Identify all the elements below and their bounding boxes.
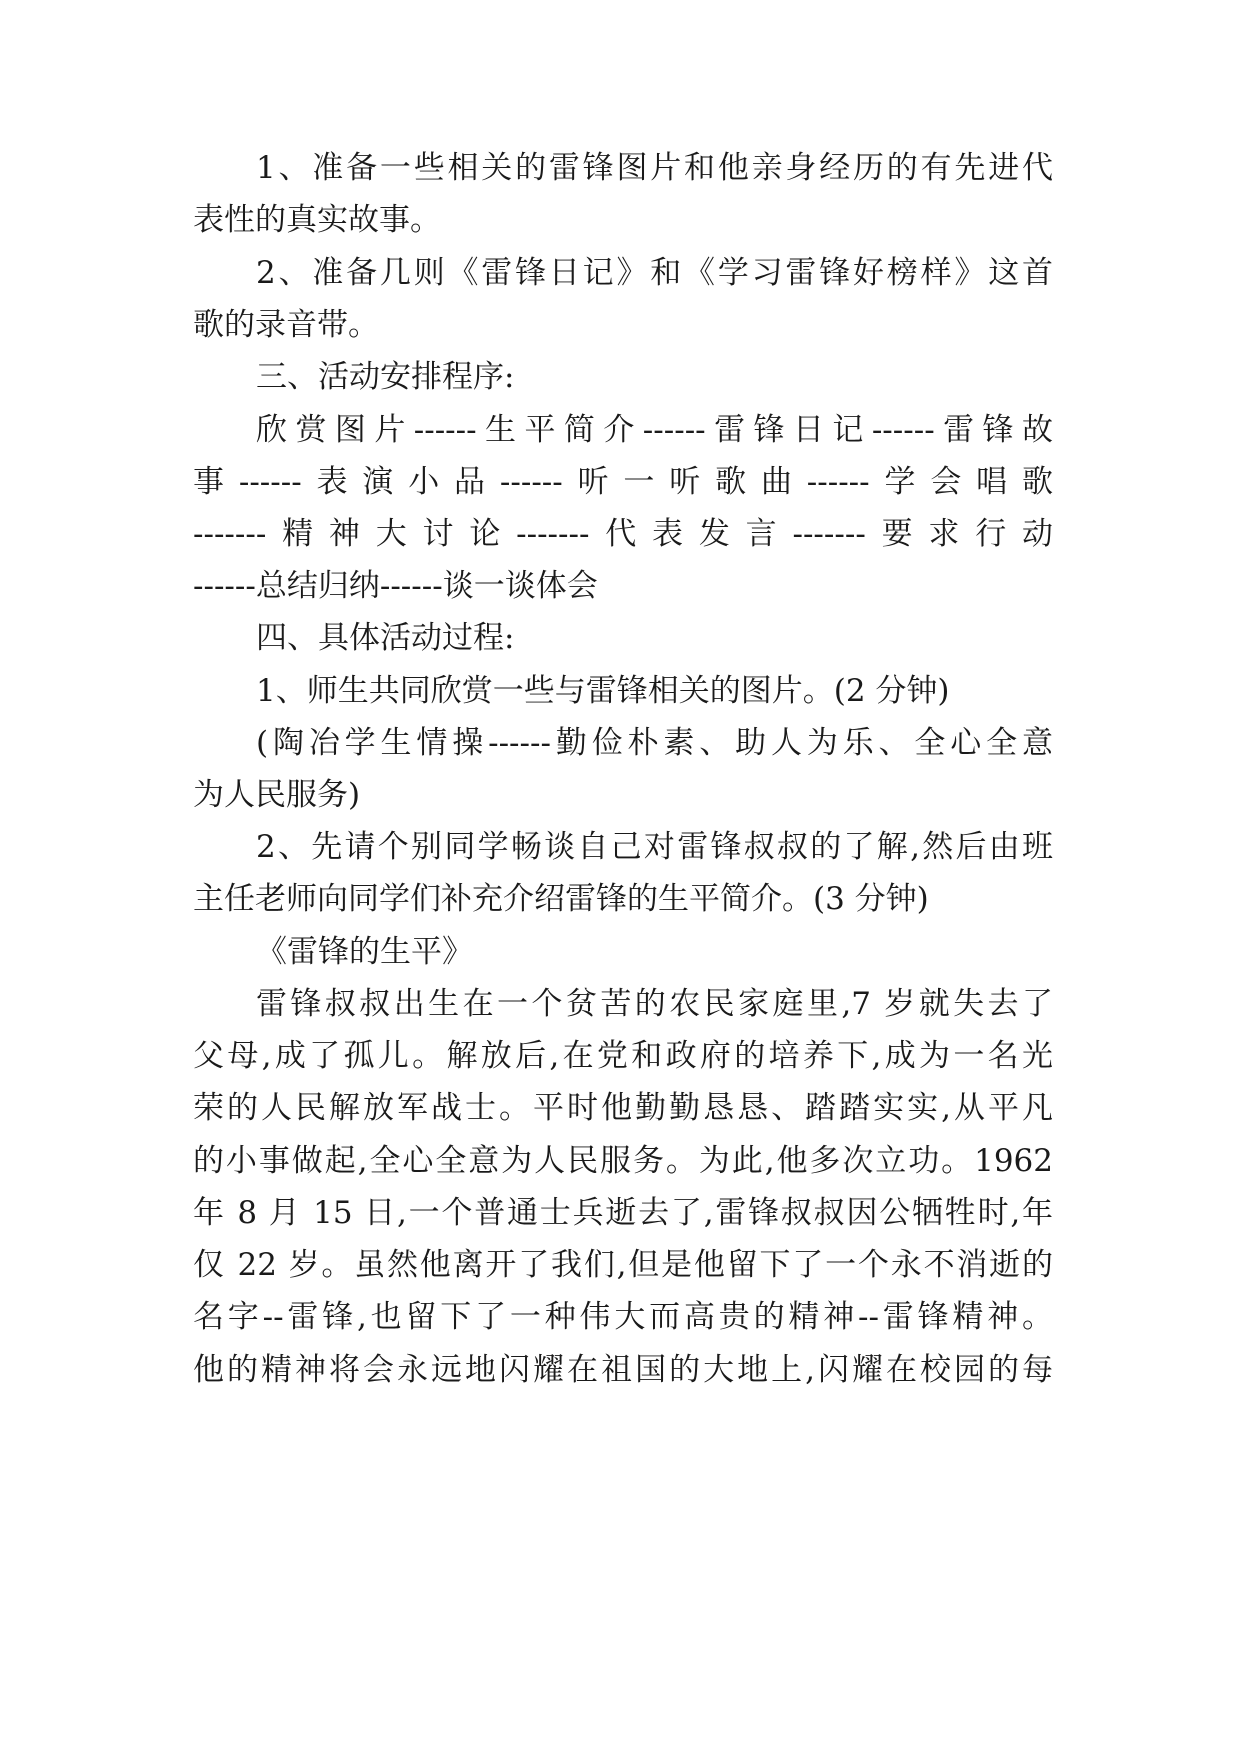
text-line: 欣赏图片------生平简介------雷锋日记------雷锋故 [256, 412, 1053, 448]
text-line: 仅 22 岁。虽然他离开了我们,但是他留下了一个永不消逝的 [193, 1247, 1053, 1283]
section-heading: 四、具体活动过程: [256, 620, 515, 656]
text-line: 的小事做起,全心全意为人民服务。为此,他多次立功。1962 [193, 1143, 1053, 1179]
text-line: 表性的真实故事。 [193, 202, 441, 238]
section-heading: 三、活动安排程序: [256, 359, 515, 395]
text-line: 1、师生共同欣赏一些与雷锋相关的图片。(2 分钟) [256, 673, 950, 709]
text-line: -------精神大讨论-------代表发言-------要求行动 [193, 516, 1053, 552]
text-line: (陶冶学生情操------勤俭朴素、助人为乐、全心全意 [256, 725, 1053, 761]
text-line: 歌的录音带。 [193, 307, 379, 343]
subtitle: 《雷锋的生平》 [256, 934, 473, 970]
text-line: 主任老师向同学们补充介绍雷锋的生平简介。(3 分钟) [193, 881, 929, 917]
text-line: 年 8 月 15 日,一个普通士兵逝去了,雷锋叔叔因公牺牲时,年 [193, 1195, 1053, 1231]
text-line: 他的精神将会永远地闪耀在祖国的大地上,闪耀在校园的每 [193, 1352, 1053, 1388]
text-line: 为人民服务) [193, 777, 361, 813]
text-line: 父母,成了孤儿。解放后,在党和政府的培养下,成为一名光 [193, 1038, 1053, 1074]
text-line: 雷锋叔叔出生在一个贫苦的农民家庭里,7 岁就失去了 [256, 986, 1053, 1022]
text-line: 名字--雷锋,也留下了一种伟大而高贵的精神--雷锋精神。 [193, 1299, 1053, 1335]
text-line: 荣的人民解放军战士。平时他勤勤恳恳、踏踏实实,从平凡 [193, 1090, 1053, 1126]
text-line: 事------表演小品------听一听歌曲------学会唱歌 [193, 464, 1053, 500]
text-line: ------总结归纳------谈一谈体会 [193, 568, 598, 604]
text-line: 2、准备几则《雷锋日记》和《学习雷锋好榜样》这首 [256, 255, 1053, 291]
text-line: 1、准备一些相关的雷锋图片和他亲身经历的有先进代 [256, 150, 1053, 186]
text-line: 2、先请个别同学畅谈自己对雷锋叔叔的了解,然后由班 [256, 829, 1053, 865]
